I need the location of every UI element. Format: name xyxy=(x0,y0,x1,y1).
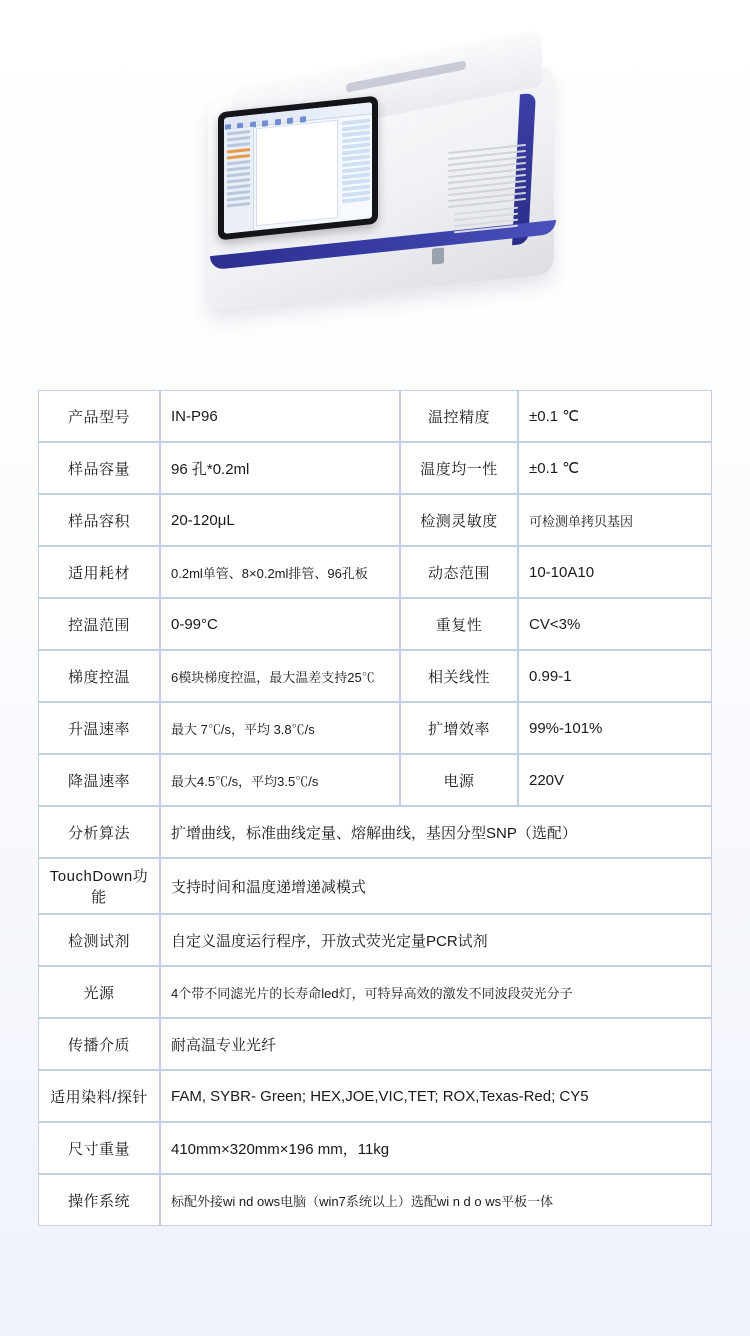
spec-value: 4个带不同滤光片的长寿命led灯，可特异高效的激发不同波段荧光分子 xyxy=(160,966,712,1018)
spec-value: FAM, SYBR- Green; HEX,JOE,VIC,TET; ROX,Texas-Red; CY5 xyxy=(160,1070,712,1122)
spec-label: 相关线性 xyxy=(400,650,518,702)
spec-value: ±0.1 ℃ xyxy=(518,442,712,494)
spec-label: 重复性 xyxy=(400,598,518,650)
screen-sidebar xyxy=(224,127,254,234)
spec-label: 分析算法 xyxy=(38,806,160,858)
spec-label: 电源 xyxy=(400,754,518,806)
spec-value: 410mm×320mm×196 mm，11kg xyxy=(160,1122,712,1174)
spec-label: TouchDown功能 xyxy=(38,858,160,914)
instrument-vent-upper xyxy=(448,144,526,208)
specification-table xyxy=(38,390,712,1226)
spec-label: 扩增效率 xyxy=(400,702,518,754)
spec-value: 标配外接wi nd ows电脑（win7系统以上）选配wi n d o ws平板一体 xyxy=(160,1174,712,1226)
table-row xyxy=(38,702,712,754)
spec-value: 0.99-1 xyxy=(518,650,712,702)
spec-label: 升温速率 xyxy=(38,702,160,754)
spec-label: 适用耗材 xyxy=(38,546,160,598)
spec-value: 扩增曲线，标准曲线定量、熔解曲线，基因分型SNP（选配） xyxy=(160,806,712,858)
spec-value: 96 孔*0.2ml xyxy=(160,442,400,494)
spec-value: 20-120μL xyxy=(160,494,400,546)
table-row xyxy=(38,806,712,858)
spec-label: 控温范围 xyxy=(38,598,160,650)
table-row xyxy=(38,1070,712,1122)
spec-value: ±0.1 ℃ xyxy=(518,390,712,442)
table-row xyxy=(38,598,712,650)
spec-label: 检测灵敏度 xyxy=(400,494,518,546)
toolbar-icon xyxy=(262,120,268,127)
instrument-touchscreen xyxy=(224,102,372,234)
screen-plot-area xyxy=(256,120,338,227)
table-row xyxy=(38,1122,712,1174)
instrument-screen-bezel xyxy=(218,96,378,241)
spec-value: 耐高温专业光纤 xyxy=(160,1018,712,1070)
spec-label: 适用染料/探针 xyxy=(38,1070,160,1122)
spec-label: 操作系统 xyxy=(38,1174,160,1226)
screen-well-panel xyxy=(340,116,372,217)
spec-label: 动态范围 xyxy=(400,546,518,598)
spec-value: 6模块梯度控温，最大温差支持25℃ xyxy=(160,650,400,702)
toolbar-icon xyxy=(275,119,281,126)
spec-value: 最大 7℃/s，平均 3.8℃/s xyxy=(160,702,400,754)
table-row xyxy=(38,966,712,1018)
table-row xyxy=(38,442,712,494)
spec-value: 99%-101% xyxy=(518,702,712,754)
spec-label: 样品容积 xyxy=(38,494,160,546)
spec-value: 0.2ml单管、8×0.2ml排管、96孔板 xyxy=(160,546,400,598)
table-row xyxy=(38,1174,712,1226)
spec-label: 产品型号 xyxy=(38,390,160,442)
toolbar-icon xyxy=(300,116,306,123)
spec-label: 梯度控温 xyxy=(38,650,160,702)
spec-value: 最大4.5℃/s，平均3.5℃/s xyxy=(160,754,400,806)
spec-label: 尺寸重量 xyxy=(38,1122,160,1174)
table-row xyxy=(38,754,712,806)
spec-value: 10-10A10 xyxy=(518,546,712,598)
table-row xyxy=(38,1018,712,1070)
spec-label: 温度均一性 xyxy=(400,442,518,494)
table-row xyxy=(38,650,712,702)
spec-label: 检测试剂 xyxy=(38,914,160,966)
spec-value: 0-99°C xyxy=(160,598,400,650)
table-row xyxy=(38,858,712,914)
table-row xyxy=(38,914,712,966)
table-row xyxy=(38,390,712,442)
product-image-section xyxy=(0,0,750,360)
spec-label: 传播介质 xyxy=(38,1018,160,1070)
spec-label: 温控精度 xyxy=(400,390,518,442)
table-row xyxy=(38,494,712,546)
spec-value: 自定义温度运行程序，开放式荧光定量PCR试剂 xyxy=(160,914,712,966)
specification-table-wrapper xyxy=(38,390,712,1226)
spec-label: 光源 xyxy=(38,966,160,1018)
pcr-instrument-illustration xyxy=(186,52,566,307)
spec-value: IN-P96 xyxy=(160,390,400,442)
toolbar-icon xyxy=(287,117,293,124)
spec-value: 可检测单拷贝基因 xyxy=(518,494,712,546)
spec-label: 降温速率 xyxy=(38,754,160,806)
spec-value: 支持时间和温度递增递减模式 xyxy=(160,858,712,914)
table-row xyxy=(38,546,712,598)
spec-label: 样品容量 xyxy=(38,442,160,494)
instrument-foot xyxy=(432,247,444,264)
spec-value: CV<3% xyxy=(518,598,712,650)
spec-value: 220V xyxy=(518,754,712,806)
